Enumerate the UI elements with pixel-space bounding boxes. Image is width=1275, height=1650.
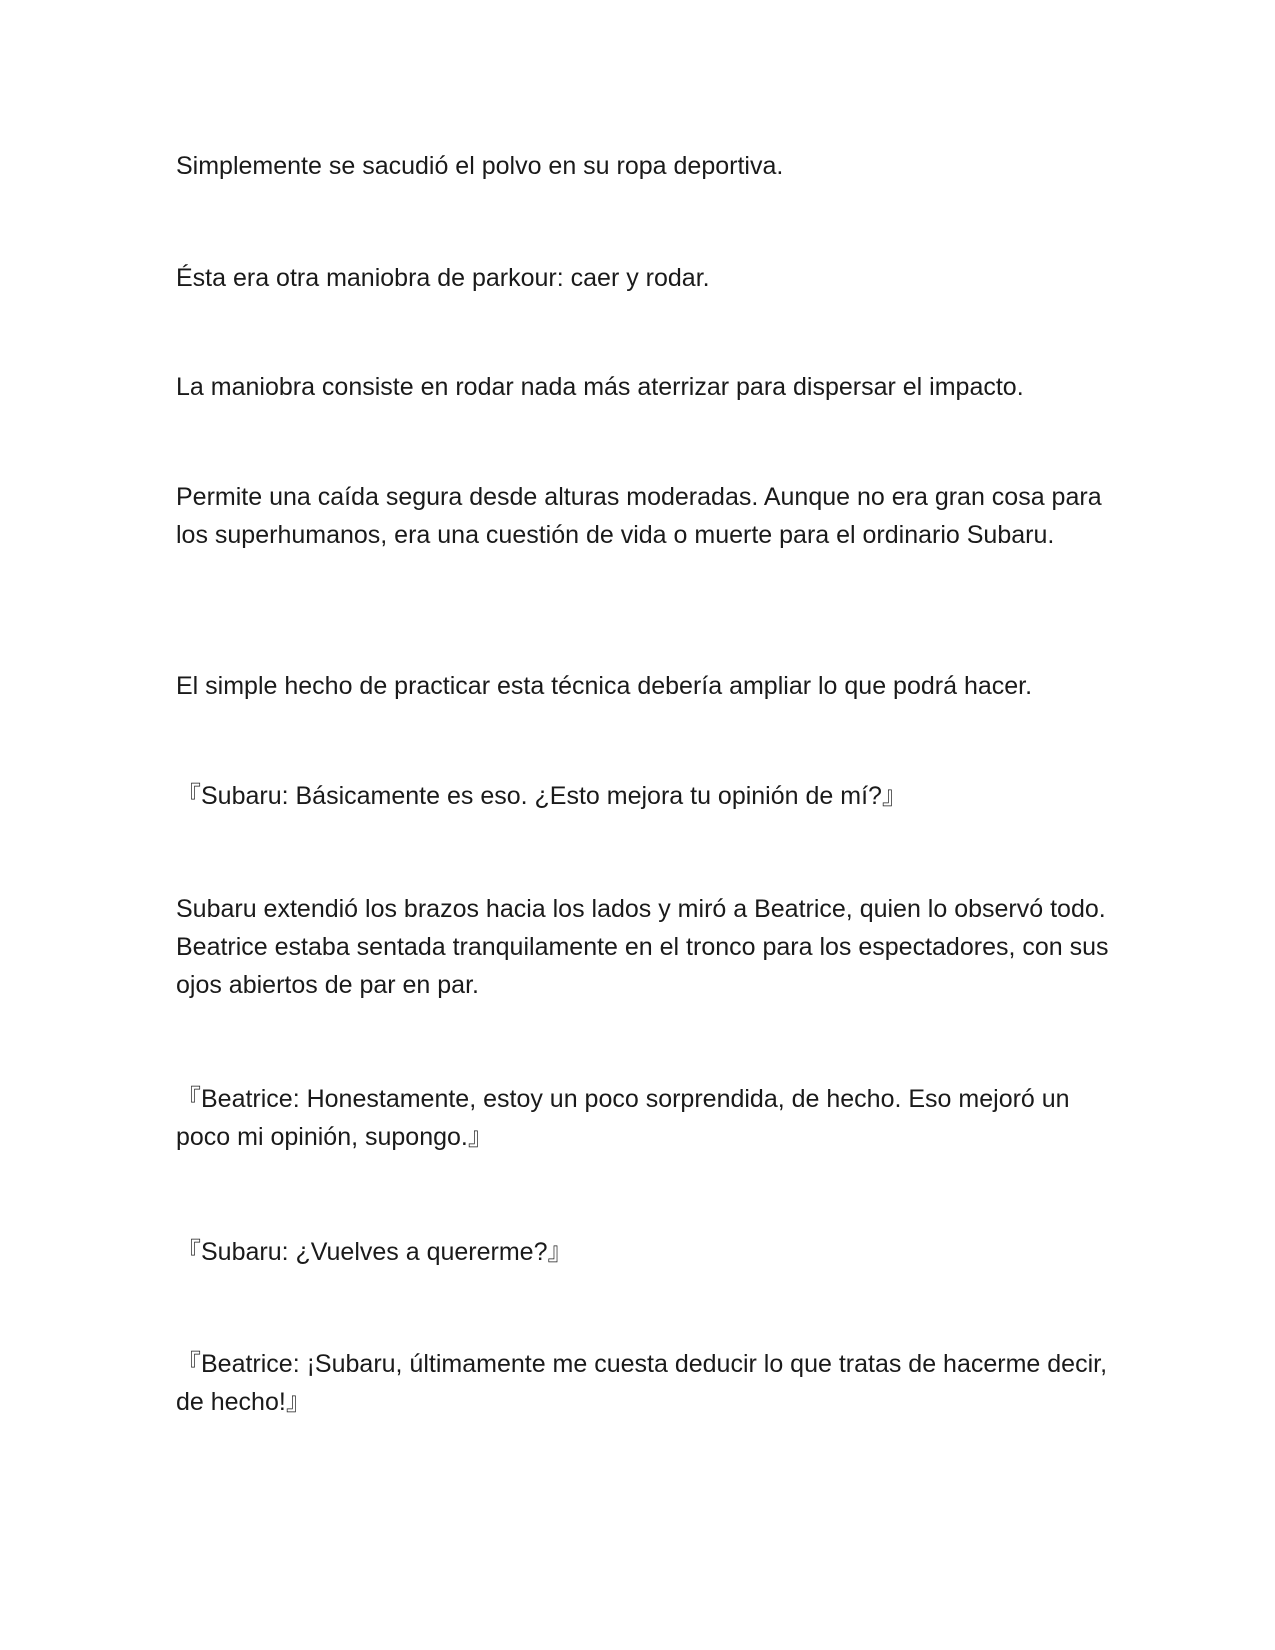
paragraph: Subaru extendió los brazos hacia los lados y miró a Beatrice, quien lo observó todo. Beatrice estaba sentada tranquilamente en el tronco para los espectadores, con sus ojos abiertos de par en par. (176, 895, 1109, 999)
paragraph: El simple hecho de practicar esta técnica debería ampliar lo que podrá hacer. (176, 672, 1033, 700)
dialogue-line: 『Subaru: ¿Vuelves a quererme?』 (176, 1238, 573, 1266)
paragraph: Simplemente se sacudió el polvo en su ropa deportiva. (176, 152, 784, 180)
dialogue-line: 『Beatrice: Honestamente, estoy un poco sorprendida, de hecho. Eso mejoró un poco mi opinión, supongo.』 (176, 1085, 1070, 1151)
paragraph: Permite una caída segura desde alturas moderadas. Aunque no era gran cosa para los superhumanos, era una cuestión de vida o muerte para el ordinario Subaru. (176, 483, 1102, 549)
dialogue-line: 『Beatrice: ¡Subaru, últimamente me cuesta deducir lo que tratas de hacerme decir, de hecho!』 (176, 1350, 1108, 1416)
dialogue-line: 『Subaru: Básicamente es eso. ¿Esto mejora tu opinión de mí?』 (176, 782, 907, 810)
paragraph: La maniobra consiste en rodar nada más aterrizar para dispersar el impacto. (176, 373, 1024, 401)
paragraph: Ésta era otra maniobra de parkour: caer y rodar. (176, 264, 710, 292)
